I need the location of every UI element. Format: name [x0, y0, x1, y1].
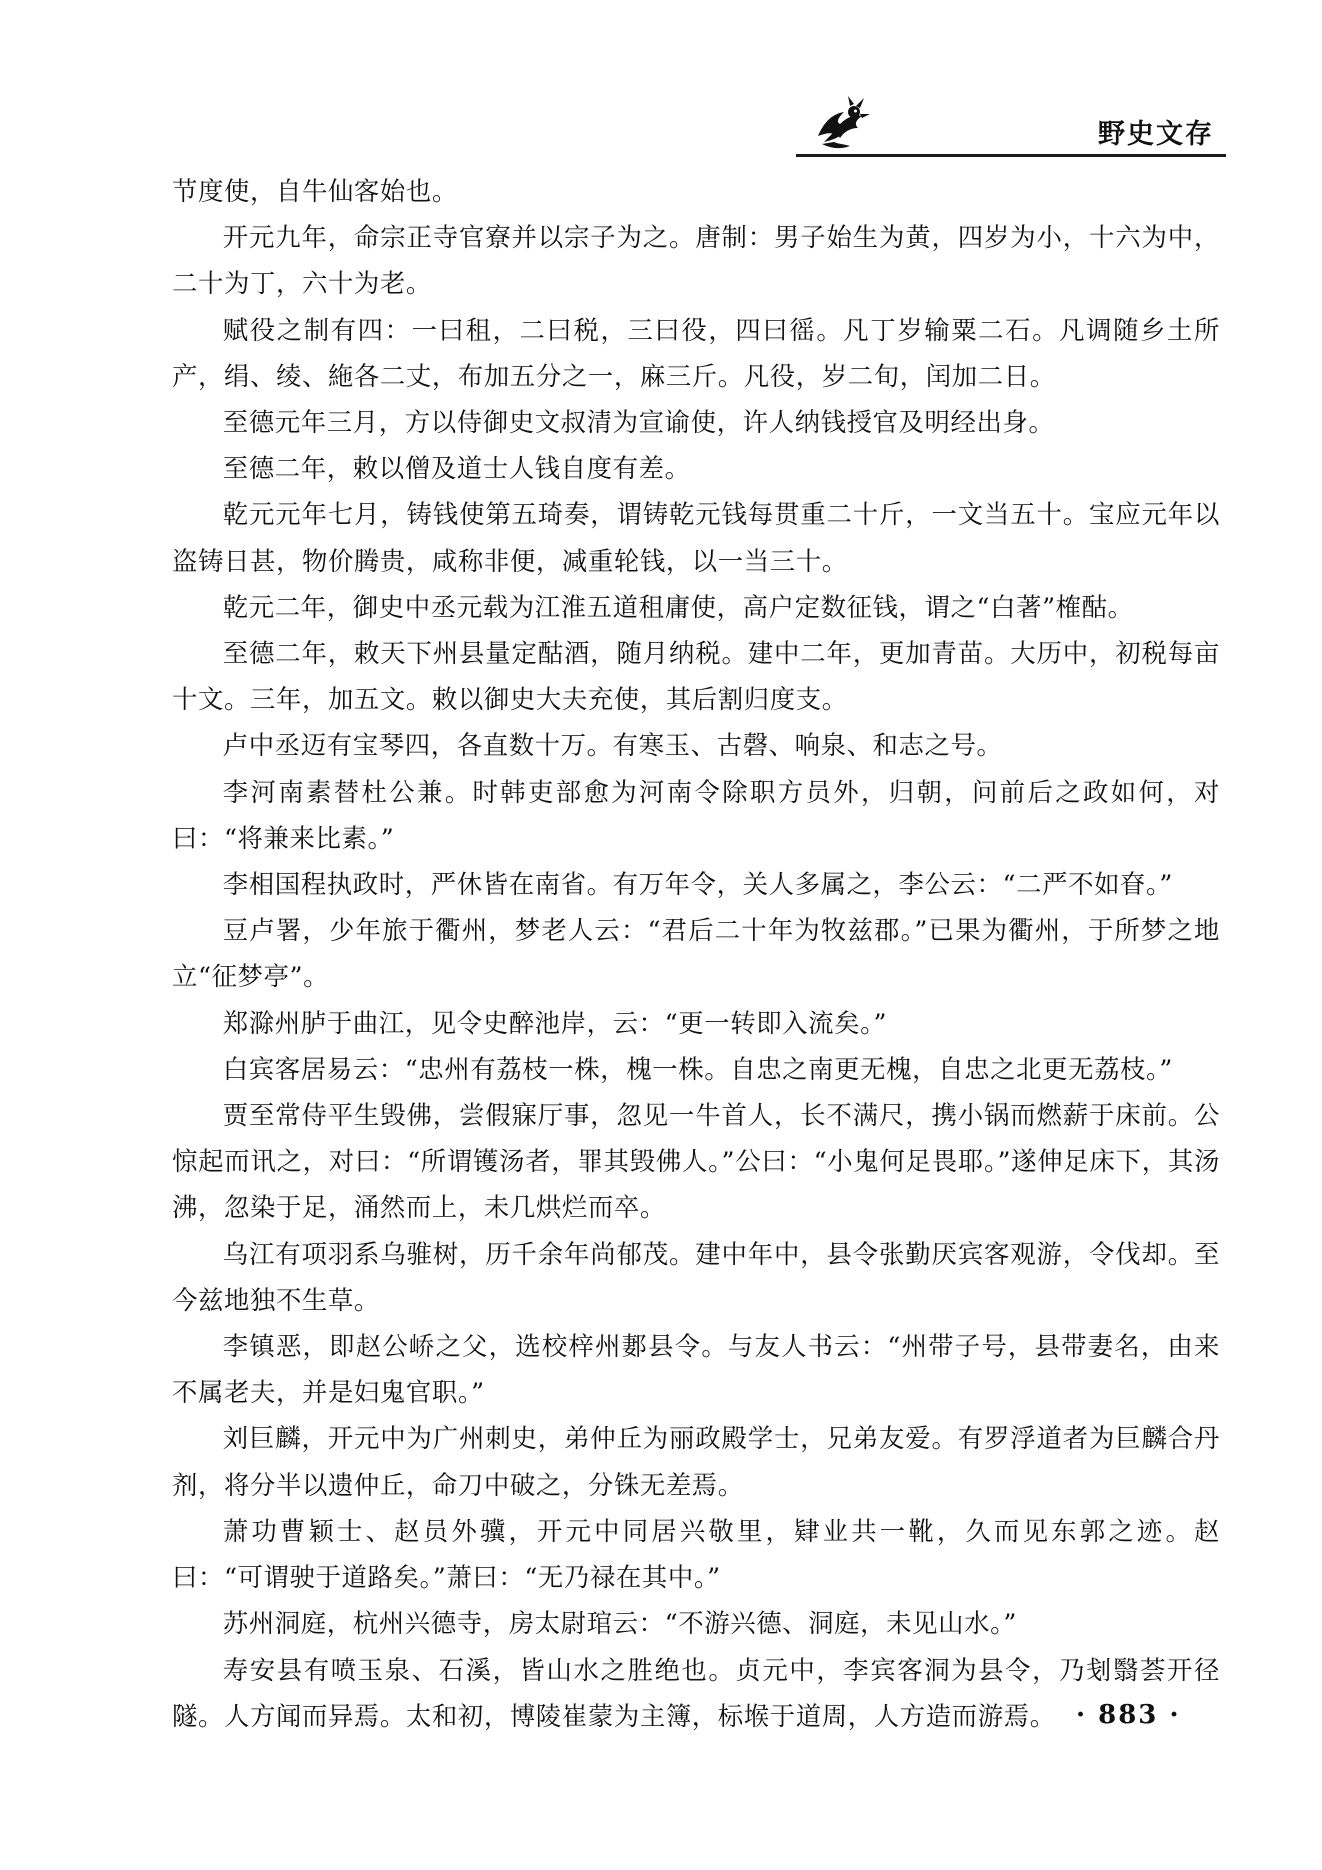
- paragraph: 节度使，自牛仙客始也。: [172, 176, 458, 206]
- paragraph: 卢中丞迈有宝琴四，各直数十万。有寒玉、古磬、响泉、和志之号。: [222, 730, 1003, 761]
- page-body: [172, 168, 1220, 1739]
- paragraph: 贾至常侍平生毁佛，尝假寐厅事，忽见一牛首人，长不满尺，携小锅而燃薪于床前。公惊起而讯之，对曰：“所谓镬汤者，罪其毁佛人。”公曰：“小鬼何足畏耶。”遂伸足床下，其汤沸，忽染于足，涌然而上，未几烘烂而卒。: [172, 1100, 1220, 1223]
- paragraph: 苏州洞庭，杭州兴德寺，房太尉琯云：“不游兴德、洞庭，未见山水。”: [222, 1608, 1017, 1639]
- paragraph: 赋役之制有四：一曰租，二曰税，三曰役，四曰徭。凡丁岁输粟二石。凡调随乡土所产，绢、绫、絁各二丈，布加五分之一，麻三斤。凡役，岁二旬，闰加二日。: [172, 314, 1220, 391]
- paragraph: 寿安县有喷玉泉、石溪，皆山水之胜绝也。贞元中，李宾客洞为县令，乃刬翳荟开径隧。人方闻而异焉。太和初，博陵崔蒙为主簿，标堠于道周，人方造而游焉。: [172, 1654, 1220, 1731]
- paragraph: 刘巨麟，开元中为广州刺史，弟仲丘为丽政殿学士，兄弟友爱。有罗浮道者为巨麟合丹剂，将分半以遗仲丘，命刀中破之，分铢无差焉。: [172, 1423, 1220, 1500]
- paragraph: 乾元二年，御史中丞元载为江淮五道租庸使，高户定数征钱，谓之“白著”榷酤。: [222, 591, 1134, 622]
- paragraph: 乌江有项羽系乌骓树，历千余年尚郁茂。建中年中，县令张勤厌宾客观游，令伐却。至今兹地独不生草。: [172, 1238, 1220, 1315]
- paragraph: 豆卢署，少年旅于衢州，梦老人云：“君后二十年为牧兹郡。”已果为衢州，于所梦之地立“征梦亭”。: [172, 915, 1220, 992]
- paragraph: 至德元年三月，方以侍御史文叔清为宣谕使，许人纳钱授官及明经出身。: [222, 407, 1055, 438]
- paragraph: 萧功曹颖士、赵员外骥，开元中同居兴敬里，肄业共一靴，久而见东郭之迹。赵曰：“可谓驶于道路矣。”萧曰：“无乃禄在其中。”: [172, 1515, 1220, 1593]
- page-number: [1076, 1700, 1181, 1730]
- page-number-value: 883: [1098, 1700, 1159, 1730]
- paragraph: 至德二年，敕天下州县量定酤酒，随月纳税。建中二年，更加青苗。大历中，初税每亩十文。三年，加五文。敕以御史大夫充使，其后割归度支。: [172, 638, 1220, 715]
- paragraph: 开元九年，命宗正寺官寮并以宗子为之。唐制：男子始生为黄，四岁为小，十六为中，二十为丁，六十为老。: [172, 222, 1220, 299]
- running-header-title: 野史文存: [1098, 119, 1214, 150]
- paragraph: 郑滁州胪于曲江，见令史醉池岸，云：“更一转即入流矣。”: [222, 1007, 888, 1038]
- dragon-emblem-icon: [810, 92, 872, 154]
- page-header: [0, 0, 1322, 170]
- paragraph: 乾元元年七月，铸钱使第五琦奏，谓铸乾元钱每贯重二十斤，一文当五十。宝应元年以盗铸日甚，物价腾贵，咸称非便，减重轮钱，以一当三十。: [172, 499, 1220, 576]
- paragraph: 白宾客居易云：“忠州有荔枝一株，槐一株。自忠之南更无槐，自忠之北更无荔枝。”: [222, 1053, 1173, 1084]
- header-rule: [796, 154, 1226, 157]
- paragraph: 至德二年，敕以僧及道士人钱自度有差。: [222, 453, 691, 484]
- paragraph: 李镇恶，即赵公峤之父，选校梓州郪县令。与友人书云：“州带子号，县带妻名，由来不属老夫，并是妇鬼官职。”: [172, 1331, 1220, 1408]
- paragraph: 李相国程执政时，严休皆在南省。有万年令，关人多属之，李公云：“二严不如眘。”: [222, 869, 1173, 900]
- paragraph: 李河南素替杜公兼。时韩吏部愈为河南令除职方员外，归朝，问前后之政如何，对曰：“将兼来比素。”: [172, 776, 1220, 853]
- page-number-dot-right: ·: [1169, 1700, 1181, 1730]
- page-number-dot-left: ·: [1076, 1700, 1088, 1730]
